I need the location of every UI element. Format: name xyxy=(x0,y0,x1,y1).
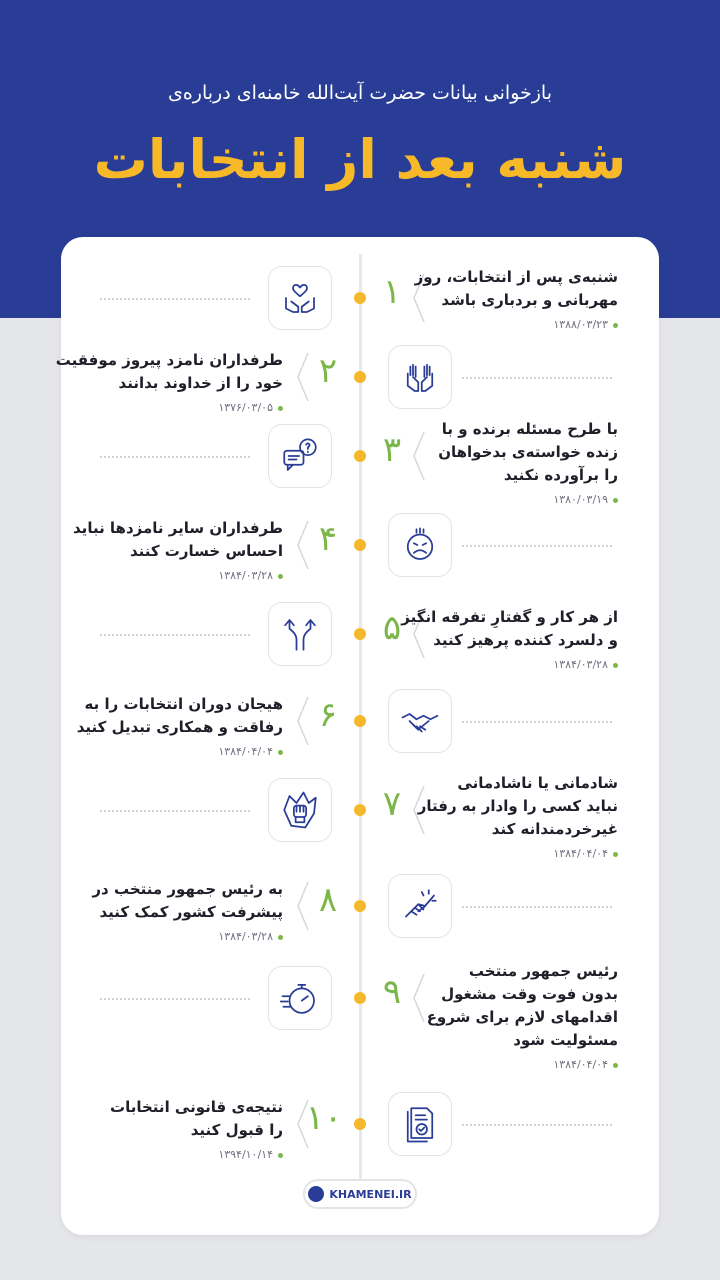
timeline-dot xyxy=(354,804,366,816)
item-number: ۳ xyxy=(382,430,402,470)
chevron-icon xyxy=(412,972,426,1024)
item-line: طرفداران سایر نامزدها نباید xyxy=(73,519,283,537)
page-subtitle: بازخوانی بیانات حضرت آیت‌الله خامنه‌ای درباره‌ی xyxy=(167,82,553,104)
item-text xyxy=(415,266,618,331)
item-date: ۱۳۸۴/۰۴/۰۴ xyxy=(418,847,618,860)
timeline-dot xyxy=(354,1118,366,1130)
item-line: مهربانی و بردباری باشد xyxy=(441,291,618,309)
item-date: ۱۳۹۴/۱۰/۱۴ xyxy=(110,1148,283,1161)
item-line: نباید کسی را وادار به رفتار xyxy=(417,797,618,815)
item-date: ۱۳۸۴/۰۴/۰۴ xyxy=(77,745,283,758)
item-line: شادمانی یا ناشادمانی xyxy=(457,774,618,792)
item-date: ۱۳۷۶/۰۳/۰۵ xyxy=(56,401,283,414)
helping-hands-icon xyxy=(388,874,452,938)
logo-text: KHAMENEI.IR xyxy=(329,1187,412,1201)
item-number: ۷ xyxy=(382,784,402,824)
item-date: ۱۳۸۴/۰۳/۲۸ xyxy=(73,569,283,582)
item-line: با طرح مسئله برنده و با xyxy=(441,420,618,438)
item-line: پیشرفت کشور کمک کنید xyxy=(99,903,283,921)
dotted-placeholder xyxy=(100,998,250,1000)
item-number: ۱ xyxy=(382,272,402,312)
stopwatch-icon xyxy=(268,966,332,1030)
item-text xyxy=(438,418,618,506)
item-line: طرفداران نامزد پیروز موفقیت xyxy=(55,351,283,369)
item-line: هیجان دوران انتخابات را به xyxy=(84,695,283,713)
item-date: ۱۳۸۸/۰۳/۲۳ xyxy=(415,318,618,331)
timeline-dot xyxy=(354,715,366,727)
timeline-dot xyxy=(354,900,366,912)
item-line: بدون فوت وقت مشغول xyxy=(441,985,618,1003)
item-line: خود را از خداوند بدانند xyxy=(118,374,283,392)
diverging-arrows-icon xyxy=(268,602,332,666)
item-number: ۲ xyxy=(318,351,338,391)
timeline-dot xyxy=(354,371,366,383)
item-line: مسئولیت شود xyxy=(513,1031,618,1049)
item-number: ۵ xyxy=(382,608,402,648)
timeline-dot xyxy=(354,992,366,1004)
handshake-icon xyxy=(388,689,452,753)
item-line: غیرخردمندانه کند xyxy=(491,820,618,838)
item-date: ۱۳۸۴/۰۳/۲۸ xyxy=(92,930,283,943)
item-text xyxy=(92,878,283,943)
dotted-placeholder xyxy=(100,810,250,812)
dotted-placeholder xyxy=(462,1124,612,1126)
item-date: ۱۳۸۰/۰۳/۱۹ xyxy=(438,493,618,506)
raised-fist-icon xyxy=(268,778,332,842)
item-line: از هر کار و گفتارِ تفرقه انگیز xyxy=(401,608,618,626)
item-text xyxy=(73,517,283,582)
item-date: ۱۳۸۴/۰۴/۰۴ xyxy=(427,1058,618,1071)
dotted-placeholder xyxy=(100,456,250,458)
footer-logo xyxy=(303,1179,417,1209)
praying-hands-icon xyxy=(388,345,452,409)
item-line: و دلسرد کننده پرهیز کنید xyxy=(433,631,618,649)
page-title: شنبه بعد از انتخابات xyxy=(93,128,627,191)
dotted-placeholder xyxy=(100,634,250,636)
dotted-placeholder xyxy=(462,906,612,908)
item-text xyxy=(427,960,618,1071)
item-line: احساس خسارت کنند xyxy=(129,542,283,560)
item-text xyxy=(77,693,283,758)
item-line: رفاقت و همکاری تبدیل کنید xyxy=(76,718,283,736)
item-line: زنده خواسته‌ی بدخواهان xyxy=(438,443,618,461)
item-line: اقدامهای لازم برای شروع xyxy=(426,1008,618,1026)
logo-mark-icon xyxy=(308,1186,324,1202)
item-number: ۹ xyxy=(382,972,402,1012)
item-line: به رئیس جمهور منتخب در xyxy=(92,880,283,898)
item-text xyxy=(110,1096,283,1161)
speech-bubbles-icon xyxy=(268,424,332,488)
item-number: ۱۰ xyxy=(305,1098,343,1138)
timeline-dot xyxy=(354,292,366,304)
item-number: ۸ xyxy=(318,880,338,920)
timeline-dot xyxy=(354,539,366,551)
item-line: شنبه‌ی پس از انتخابات، روز xyxy=(414,268,618,286)
item-number: ۶ xyxy=(318,695,338,735)
dotted-placeholder xyxy=(462,721,612,723)
document-check-icon xyxy=(388,1092,452,1156)
timeline-dot xyxy=(354,450,366,462)
item-line: را قبول کنید xyxy=(190,1121,283,1139)
item-text xyxy=(56,349,283,414)
item-number: ۴ xyxy=(318,519,338,559)
item-line: رئیس جمهور منتخب xyxy=(468,962,618,980)
sad-face-icon xyxy=(388,513,452,577)
item-text xyxy=(401,606,618,671)
item-date: ۱۳۸۴/۰۳/۲۸ xyxy=(401,658,618,671)
heart-hands-icon xyxy=(268,266,332,330)
item-text xyxy=(418,772,618,860)
timeline-dot xyxy=(354,628,366,640)
dotted-placeholder xyxy=(100,298,250,300)
dotted-placeholder xyxy=(462,545,612,547)
item-line: نتیجه‌ی قانونی انتخابات xyxy=(110,1098,283,1116)
dotted-placeholder xyxy=(462,377,612,379)
item-line: را برآورده نکنید xyxy=(503,466,618,484)
chevron-icon xyxy=(412,430,426,482)
